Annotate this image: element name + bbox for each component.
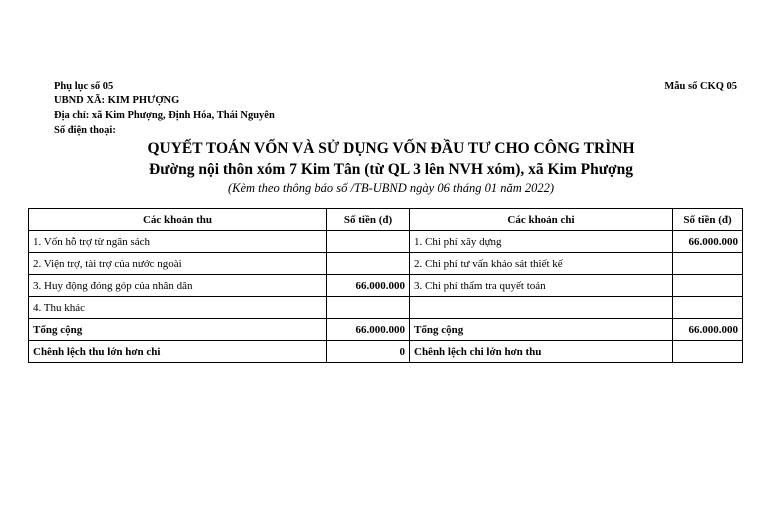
appendix-label: Phụ lục số 05: [54, 81, 114, 92]
settlement-table: [28, 208, 743, 363]
form-code: Mẫu số CKQ 05: [664, 81, 737, 92]
total-row: [29, 319, 743, 341]
table-header-row: [29, 209, 743, 231]
income-total-amount: 66.000.000: [327, 319, 410, 341]
expense-amount: [673, 253, 743, 275]
table-row: [29, 253, 743, 275]
difference-row: [29, 341, 743, 363]
income-amount: 66.000.000: [327, 275, 410, 297]
expense-total-label: Tổng cộng: [410, 319, 673, 341]
table-row: [29, 275, 743, 297]
income-diff-label: Chênh lệch thu lớn hơn chi: [29, 341, 327, 363]
expense-amount-header: Số tiền (đ): [673, 209, 743, 231]
address-label: Địa chỉ: xã Kim Phượng, Định Hóa, Thái Nguyên: [54, 110, 275, 121]
expense-amount: [673, 297, 743, 319]
income-item: 3. Huy động đóng góp của nhân dân: [29, 275, 327, 297]
income-amount: [327, 231, 410, 253]
expense-item: 3. Chi phí thẩm tra quyết toán: [410, 275, 673, 297]
expense-header: Các khoản chi: [410, 209, 673, 231]
expense-diff-amount: [673, 341, 743, 363]
income-item: 2. Viện trợ, tài trợ của nước ngoài: [29, 253, 327, 275]
income-header: Các khoản thu: [29, 209, 327, 231]
expense-total-amount: 66.000.000: [673, 319, 743, 341]
phone-label: Số điện thoại:: [54, 125, 116, 136]
ubnd-label: UBND XÃ: KIM PHƯỢNG: [54, 95, 180, 106]
income-amount: [327, 297, 410, 319]
expense-item: 1. Chi phí xây dựng: [410, 231, 673, 253]
income-item: 1. Vốn hỗ trợ từ ngân sách: [29, 231, 327, 253]
document-title: QUYẾT TOÁN VỐN VÀ SỬ DỤNG VỐN ĐẦU TƯ CHO CÔNG TRÌNH: [147, 140, 635, 157]
income-amount: [327, 253, 410, 275]
table-row: [29, 297, 743, 319]
attachment-note: (Kèm theo thông báo số /TB-UBND ngày 06 tháng 01 năm 2022): [227, 181, 555, 195]
project-name: Đường nội thôn xóm 7 Kim Tân (từ QL 3 lên NVH xóm), xã Kim Phượng: [149, 161, 633, 178]
expense-amount: 66.000.000: [673, 231, 743, 253]
expense-amount: [673, 275, 743, 297]
income-item: 4. Thu khác: [29, 297, 327, 319]
income-diff-amount: 0: [327, 341, 410, 363]
expense-item: 2. Chi phí tư vấn khảo sát thiết kế: [410, 253, 673, 275]
expense-item: [410, 297, 673, 319]
income-amount-header: Số tiền (đ): [327, 209, 410, 231]
table-row: [29, 231, 743, 253]
expense-diff-label: Chênh lệch chi lớn hơn thu: [410, 341, 673, 363]
income-total-label: Tổng cộng: [29, 319, 327, 341]
